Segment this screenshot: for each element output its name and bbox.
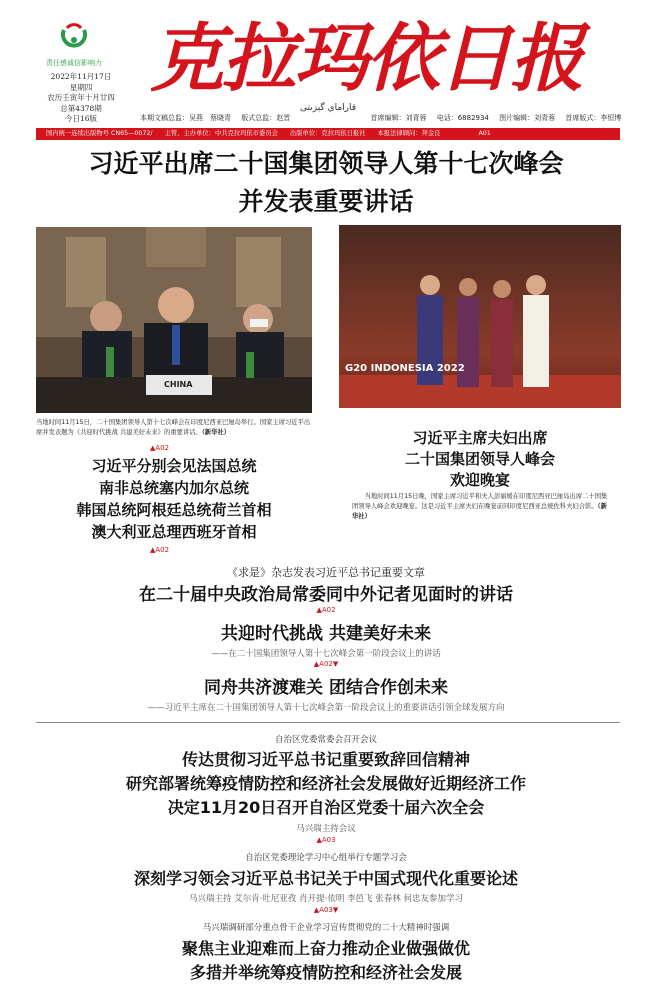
meetings-line: 习近平分别会见法国总统 (91, 457, 257, 475)
meetings-line: 韩国总统阿根廷总统荷兰首相 (76, 501, 272, 519)
dinner-headline[interactable] (339, 428, 621, 491)
party-meeting-line: 传达贯彻习近平总书记重要致辞回信精神 (181, 750, 470, 769)
study-headline[interactable]: 深刻学习领会习近平总书记关于中国式现代化重要论述 (133, 869, 518, 888)
editor-credit: 首席编辑：刘青蓉 (370, 114, 427, 122)
section-divider (36, 722, 620, 723)
lead-headline-line2[interactable]: 并发表重要讲话 (238, 187, 414, 216)
meetings-line: 南非总统塞内加尔总统 (98, 479, 249, 497)
bar-item: 出版单位：克拉玛依日报社 (289, 130, 366, 137)
speech-subtitle: ——在二十国集团领导人第十七次峰会第一阶段会议上的讲话 (211, 649, 441, 659)
logo-slogan: 责任感诚信影响力 (46, 59, 102, 67)
photo-caption-left (36, 418, 312, 438)
page-number: A01 (478, 130, 491, 137)
issue-date: 2022年11月17日 (50, 72, 112, 81)
qiushi-headline[interactable]: 在二十届中央政治局常委同中外记者见面时的讲话 (139, 585, 513, 605)
dinner-line: 二十国集团领导人峰会 (404, 450, 555, 468)
caption-text: 当地时间11月15日，二十国集团领导人第十七次峰会在印度尼西亚巴厘岛举行。国家主席习近平出席并发表题为《共迎时代挑战 共建美好未来》的重要讲话。 (36, 419, 311, 436)
enterprise-line: 聚焦主业迎难而上奋力推动企业做强做优 (181, 939, 470, 958)
photo-credit: （新华社） (352, 503, 608, 520)
page-ref-marker[interactable]: ▲A03 (316, 836, 336, 844)
page-count: 今日16版 (64, 114, 98, 123)
enterprise-line: 多措并举统筹疫情防控和经济社会发展 (189, 963, 462, 982)
enterprise-headline[interactable] (20, 937, 632, 985)
enterprise-intro: 马兴瑞调研部分重点骨干企业学习宣传贯彻党的二十大精神时强调 (202, 923, 450, 933)
editor-credit: 版式总监：赵晋 (241, 114, 291, 122)
qiushi-intro: 《求是》杂志发表习近平总书记重要文章 (227, 566, 425, 579)
editor-credit: 本期文稿总监：吴燕 蔡晓青 (140, 114, 231, 122)
party-meeting-intro: 自治区党委常委会召开会议 (274, 735, 377, 745)
bar-item: 本报法律顾问：拜金良 (377, 130, 441, 137)
commentary-headline[interactable]: 同舟共济渡难关 团结合作创未来 (204, 678, 448, 698)
commentary-subtitle: ——习近平主席在二十国集团领导人第十七次峰会第一阶段会议上的重要讲话引领全球发展方向 (147, 703, 505, 713)
page-ref-marker[interactable]: ▲A02 (316, 606, 336, 614)
publication-info-bar (36, 128, 620, 140)
g20-banner-text: G20 INDONESIA 2022 (345, 363, 465, 374)
masthead-title: 克拉玛依日报 (150, 16, 582, 102)
newspaper-logo-icon (54, 22, 94, 58)
lunar-date: 农历壬寅年十月廿四 (47, 93, 115, 102)
masthead-uyghur-title: قاراماي گېزىتى (300, 103, 357, 113)
country-nameplate: CHINA (164, 380, 193, 389)
page-ref-marker[interactable]: ▲A02▼ (313, 660, 339, 668)
page-ref-marker[interactable]: ▲A03▼ (313, 906, 339, 914)
bar-item: 国内统一连续出版物号 CN65—0072/ (46, 130, 153, 137)
study-intro: 自治区党委理论学习中心组举行专题学习会 (245, 853, 407, 863)
dinner-line: 欢迎晚宴 (449, 471, 510, 489)
bar-item: 主管、主办单位：中共克拉玛依市委员会 (164, 130, 278, 137)
study-attendees: 马兴瑞主持 艾尔肯·吐尼亚孜 肖开提·依明 李邑飞 张春林 何忠友参加学习 (189, 894, 463, 904)
lead-headline-line1[interactable]: 习近平出席二十国集团领导人第十七次峰会 (88, 149, 564, 178)
welcome-dinner-photo (339, 225, 621, 408)
speech-headline[interactable]: 共迎时代挑战 共建美好未来 (221, 624, 431, 644)
summit-photo (36, 227, 312, 413)
date-block (36, 72, 126, 125)
page-ref-marker[interactable]: ▲A02 (150, 546, 170, 554)
meetings-headline[interactable] (36, 455, 312, 543)
editor-credit: 首席版式：李恒博 (565, 114, 622, 122)
page-ref-marker[interactable]: ▲A02 (150, 444, 170, 452)
party-meeting-line: 研究部署统筹疫情防控和经济社会发展做好近期经济工作 (125, 774, 526, 793)
issue-number: 总第4378期 (60, 103, 102, 113)
party-meeting-headline[interactable] (20, 748, 632, 820)
meetings-line: 澳大利亚总理西班牙首相 (91, 523, 257, 541)
editor-credit: 图片编辑：刘青蓉 (499, 114, 556, 122)
party-meeting-line: 决定11月20日召开自治区党委十届六次全会 (167, 798, 485, 817)
party-meeting-chair: 马兴瑞主持会议 (296, 824, 356, 834)
editors-line (140, 113, 640, 123)
weekday: 星期四 (69, 82, 93, 92)
photo-caption-right (352, 492, 610, 522)
caption-text: 当地时间11月15日晚，国家主席习近平和夫人彭丽媛在印度尼西亚巴厘岛出席二十国集团领导人峰会欢迎晚宴。这是习近平主席夫妇在晚宴前同印度尼西亚总统佐科夫妇合影。 (352, 493, 608, 510)
photo-credit: （新华社） (201, 429, 231, 436)
dinner-line: 习近平主席夫妇出席 (412, 429, 548, 447)
editor-credit: 电话：6882934 (436, 114, 489, 122)
